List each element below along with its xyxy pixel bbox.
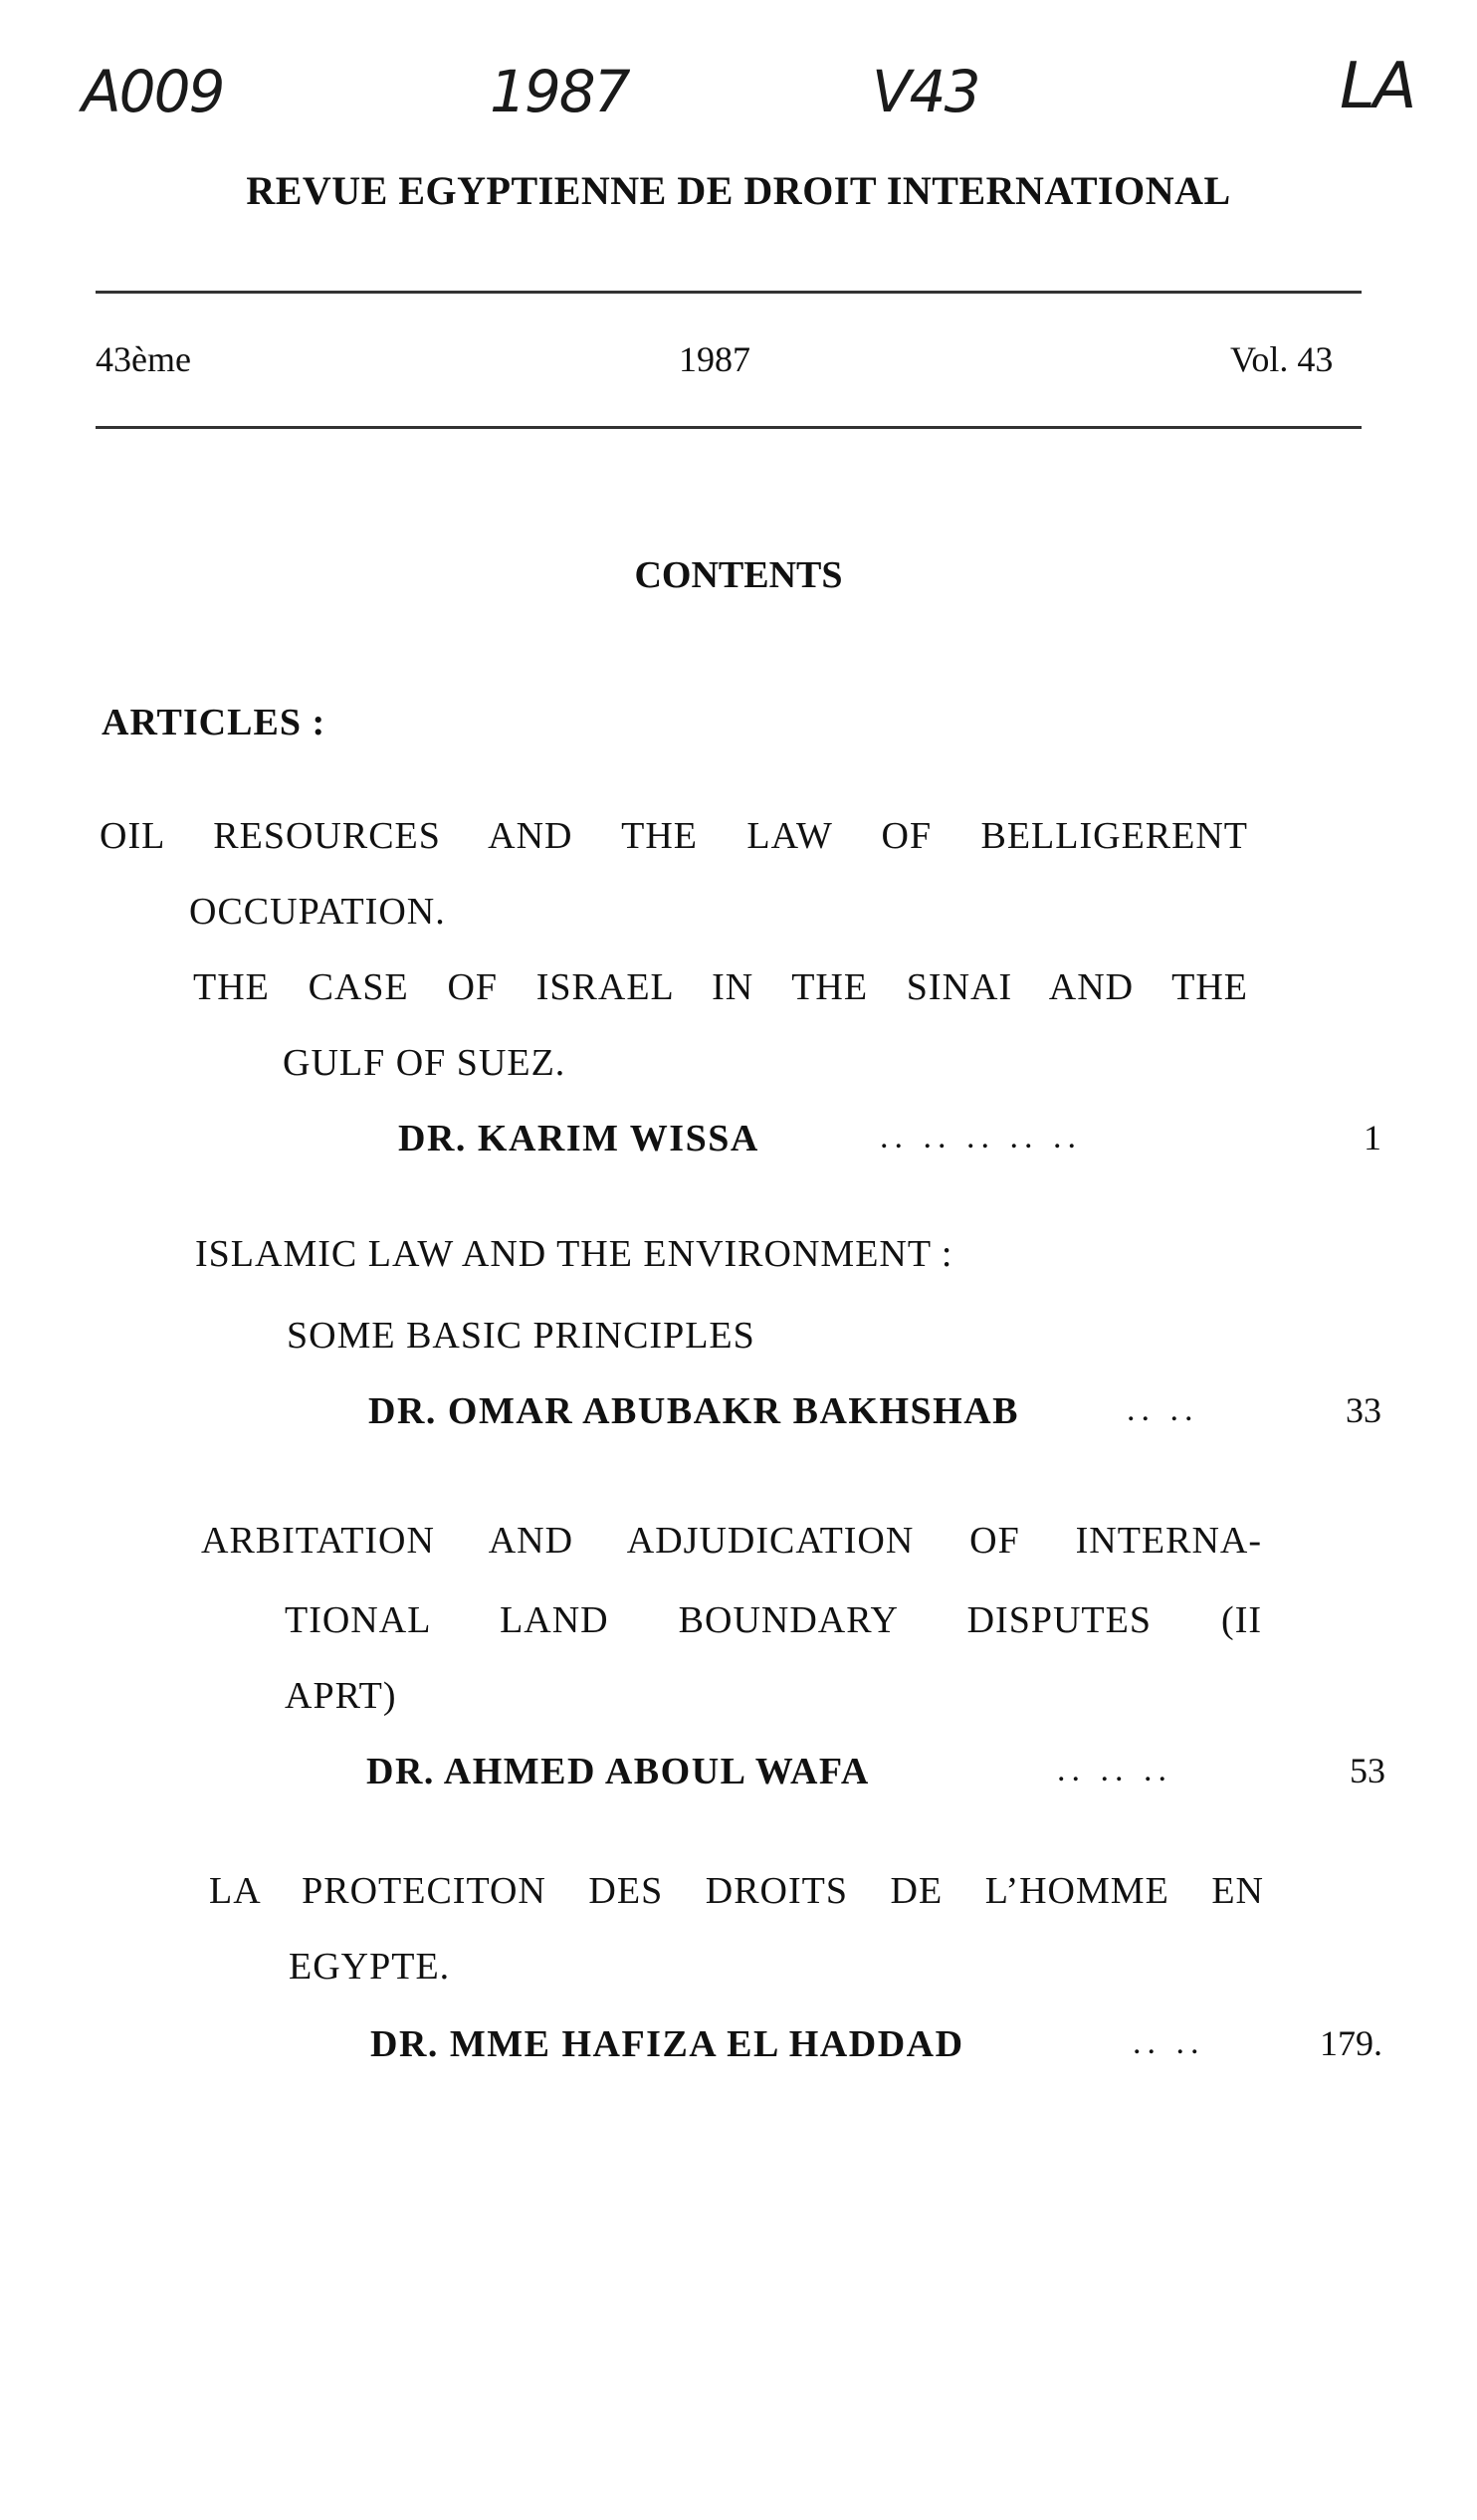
article-3-dot-leader: .. .. .. (1057, 1752, 1172, 1788)
article-1-title-line-3: THE CASE OF ISRAEL IN THE SINAI AND THE (193, 966, 1248, 1008)
edition-label: 43ème (96, 339, 191, 379)
article-4-title-line-1: LA PROTECITON DES DROITS DE L’HOMME EN (209, 1870, 1264, 1912)
article-4-dot-leader: .. .. (1133, 2024, 1205, 2061)
article-1-dot-leader: .. .. .. .. .. (880, 1119, 1082, 1155)
bottom-rule (96, 426, 1362, 429)
article-3-author: DR. AHMED ABOUL WAFA (366, 1751, 870, 1792)
handwritten-note-volume: V43 (872, 58, 979, 125)
article-1-title-line-4: GULF OF SUEZ. (283, 1042, 566, 1084)
article-1-title-line-1: OIL RESOURCES AND THE LAW OF BELLIGERENT (100, 815, 1248, 857)
article-1-title-line-2: OCCUPATION. (189, 891, 446, 933)
article-4-title-line-2: EGYPTE. (289, 1946, 451, 1988)
contents-title: CONTENTS (634, 554, 843, 596)
article-4-page-number: 179. (1320, 2023, 1382, 2063)
volume-label: Vol. 43 (1230, 339, 1334, 379)
article-3-page-number: 53 (1350, 1751, 1385, 1790)
article-4-author: DR. MME HAFIZA EL HADDAD (370, 2023, 964, 2065)
article-3-title-line-2: TIONAL LAND BOUNDARY DISPUTES (II (285, 1599, 1262, 1641)
article-3-title-line-1: ARBITATION AND ADJUDICATION OF INTERNA- (201, 1520, 1262, 1562)
handwritten-note-year: 1987 (490, 58, 629, 125)
handwritten-note-accession: A009 (82, 58, 224, 125)
article-2-author: DR. OMAR ABUBAKR BAKHSHAB (368, 1390, 1019, 1432)
article-2-title-line-2: SOME BASIC PRINCIPLES (287, 1315, 755, 1357)
section-label-articles: ARTICLES : (102, 702, 326, 743)
article-2-page-number: 33 (1346, 1390, 1381, 1430)
article-2-title-line-1: ISLAMIC LAW AND THE ENVIRONMENT : (195, 1233, 953, 1275)
article-1-page-number: 1 (1364, 1118, 1381, 1157)
article-2-dot-leader: .. .. (1127, 1391, 1199, 1428)
top-rule (96, 291, 1362, 294)
article-1-author: DR. KARIM WISSA (398, 1118, 759, 1159)
year-label: 1987 (679, 339, 750, 379)
handwritten-note-shelf: LA (1340, 50, 1415, 123)
article-3-title-line-3: APRT) (285, 1675, 397, 1717)
journal-title: REVUE EGYPTIENNE DE DROIT INTERNATIONAL (246, 168, 1231, 213)
